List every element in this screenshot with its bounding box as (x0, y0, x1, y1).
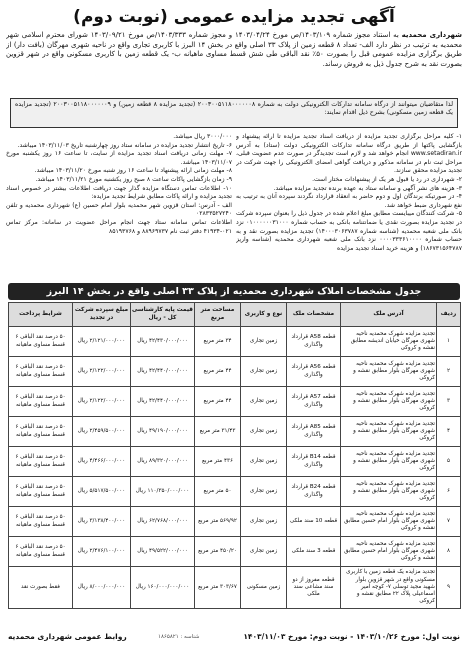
notice-id: شناسه : ۱۸۶۵۸۲۱ (158, 634, 200, 640)
header-cell: مبلغ سپرده شرکت در تجدید (73, 303, 131, 327)
row-spec: قطعه A85 قرارداد واگذاری (287, 417, 341, 447)
row-payment: ۵۰ درصد نقد الباقی ۶ قسط مساوی ماهیانه (9, 507, 73, 537)
row-use: زمین تجاری (241, 417, 287, 447)
row-price: ۴۲/۴۳۰/۰۰۰/۰۰۰ ریال (131, 327, 195, 357)
row-payment: ۵۰ درصد نقد الباقی ۶ قسط مساوی ماهیانه (9, 387, 73, 417)
row-number: ۴ (437, 417, 461, 447)
row-area: ۴۴ متر مربع (195, 387, 241, 417)
row-address: تجدید مزایده شهرک محمدیه ناحیه شهری مهرگان بلوار مطابق نقشه و کروکی (341, 447, 437, 477)
row-use: زمین تجاری (241, 537, 287, 567)
row-price: ۶۲/۷۶۸/۰۰۰/۰۰۰ ریال (131, 507, 195, 537)
row-payment: ۵۰ درصد نقد الباقی ۶ قسط مساوی ماهیانه (9, 357, 73, 387)
row-payment: ۵۰ درصد نقد الباقی ۶ قسط مساوی ماهیانه (9, 477, 73, 507)
row-spec: قطعه A58 قرارداد واگذاری (287, 327, 341, 357)
condition-item: اطلاعات تماس سامانه ستاد جهت انجام مراحل عضویت در سامانه: مرکز تماس ۰۲۱-۴۱۹۳۴ دفتر ثبت نام ۸۸۹۶۹۷۳۷ و ۸۵۱۹۳۷۶۸ (6, 218, 232, 235)
row-use: زمین تجاری (241, 357, 287, 387)
row-area: ۴۵۰/۲۰ متر مربع (195, 537, 241, 567)
row-deposit: ۲/۱۲۲/۰۰۰/۰۰۰ ریال (73, 387, 131, 417)
row-deposit: ۳/۱۳۸/۴۰۰/۰۰۰ ریال (73, 507, 131, 537)
table-row (9, 477, 461, 507)
condition-item: ۱۰- اطلاعات تماس دستگاه مزایده گذار جهت دریافت اطلاعات بیشتر در خصوص اسناد تجدید مزایده و ارائه پاکات مطابق شرایط تجدید مزایده: (6, 184, 232, 201)
row-deposit: ۲/۱۲۱/۰۰۰/۰۰۰ ریال (73, 327, 131, 357)
row-payment: ۵۰ درصد نقد الباقی ۶ قسط مساوی ماهیانه (9, 327, 73, 357)
intro-text: به استناد مجوز شماره ۱۴۰۳/۱۰۹/ص مورخ ۱۴۰۳/۰۴/۲۴ و مجوز شماره ۱۴۰۳/۳۳۳/ص مورخ ۱۴۰۳/۰۹/۲۱ شورای محترم اسلامی شهر محمدیه به ترتیب در نظر دارد الف- تعداد ۸ قطعه زمین از پلاک ۳۳ اصلی واقع در بخش ۱۴ البرز با کاربری تجاری واقع در ناحیه شهری مهرگان (بافت دار) از طریق برگزاری مزایده عمومی قبل را بصورت ۵۰٪ نقد الباقی طی شش قسط مساوی ماهیانه ب- یک قطعه زمین با کاربری مسکونی واقع در شهر قزوین بصورت نقد به شرح جدول ذیل به فروش رساند. (6, 31, 462, 68)
row-use: زمین تجاری (241, 477, 287, 507)
header-cell: آدرس ملک (341, 303, 437, 327)
row-spec: قطعه B24 قرارداد واگذاری (287, 477, 341, 507)
property-table (8, 302, 461, 609)
row-area: ۵۰ متر مربع (195, 477, 241, 507)
condition-item: ۶- تاریخ انتشار تجدید مزایده در سامانه ستاد روز چهارشنبه تاریخ ۱۴۰۳/۱۱/۰۳ میباشد. (17, 141, 232, 149)
row-spec: قطعه مفروز از دو سند مشاعی سند ملکی (287, 567, 341, 609)
notice-title: آگهی تجدید مزایده عمومی (نوبت دوم) (73, 7, 395, 27)
row-number: ۷ (437, 507, 461, 537)
condition-item: الف - آدرس: استان قزوین شهر محمدیه بلوار امام حسین (ع) شهرداری محمدیه و تلفن ۰۲۸۳۳۵۲۷۲۴۰ (6, 201, 232, 218)
row-price: ۱۶۰/۰۰۰/۰۰۰/۰۰۰ ریال (131, 567, 195, 609)
table-row (9, 447, 461, 477)
row-deposit: ۲/۴۵۹/۵۰۰/۰۰۰ ریال (73, 417, 131, 447)
row-deposit: ۸/۰۰۰/۰۰۰/۰۰۰ ریال (73, 567, 131, 609)
row-price: ۴۲/۴۴۰/۰۰۰/۰۰۰ ریال (131, 387, 195, 417)
row-area: ۵۶۹/۹۲ متر مربع (195, 507, 241, 537)
row-payment: فقط بصورت نقد (9, 567, 73, 609)
conditions-left-column (6, 133, 232, 283)
condition-item: ۳۰۰۰/۰۰۰ ریال میباشد. (173, 133, 232, 140)
public-relations-signature: روابط عمومی شهرداری محمدیه (8, 632, 127, 641)
condition-item: ۳- هزینه های نشر آگهی و سامانه ستاد به عهده برنده تجدید مزایده میباشد. (273, 184, 462, 192)
row-price: ۱۱۰/۳۵۰/۰۰۰/۰۰۰ ریال (131, 477, 195, 507)
row-spec: قطعه 3 سند ملکی (287, 537, 341, 567)
header-cell: مشخصات ملک (287, 303, 341, 327)
row-number: ۳ (437, 387, 461, 417)
row-address: تجدید مزایده شهرک محمدیه ناحیه شهری مهرگان بلوار مطابق نقشه و کروکی (341, 387, 437, 417)
intro-paragraph (6, 31, 462, 89)
publication-dates: نوبت اول: مورخ ۱۴۰۳/۱۰/۲۶ - نوبت دوم: مورخ ۱۴۰۳/۱۱/۰۳ (243, 632, 460, 641)
table-title: جدول مشخصات املاک شهرداری محمدیه از پلاک ۳۳ اصلی واقع در بخش ۱۴ البرز (8, 283, 460, 300)
row-price: ۸۹/۳۲۰/۰۰۰/۰۰۰ ریال (131, 447, 195, 477)
row-deposit: ۵/۵۱۷/۵۰۰/۰۰۰ ریال (73, 477, 131, 507)
condition-item: ۷- مهلت زمانی دریافت اسناد تجدید مزایده از سایت، تا ساعت ۱۶ روز یکشنبه مورخ ۱۴۰۳/۱۱/۰۷ میباشد. (6, 150, 232, 166)
row-area: ۳۰۳/۶۷ متر مربع (195, 567, 241, 609)
row-spec: قطعه 10 سند ملکی (287, 507, 341, 537)
condition-item: ۸- مهلت زمانی ارائه پیشنهاد تا ساعت ۱۶ روز شنبه مورخ ۱۴۰۳/۱۱/۲۰ میباشد. (34, 167, 232, 175)
table-header-row (9, 303, 461, 327)
table-row (9, 387, 461, 417)
row-spec: قطعه B14 قرارداد واگذاری (287, 447, 341, 477)
row-address: تجدید مزایده شهرک محمدیه ناحیه شهری مهرگان خیابان اندیشه مطابق نقشه و کروکی (341, 327, 437, 357)
condition-item: ۴- در صورتیکه برندگان اول و دوم حاضر به انعقاد قرارداد نگردند سپرده آنان به ترتیب به نفع شهرداری ضبط خواهد شد. (236, 193, 462, 209)
table-row (9, 537, 461, 567)
table-row (9, 327, 461, 357)
row-price: ۴۲/۴۴۰/۰۰۰/۰۰۰ ریال (131, 357, 195, 387)
row-address: تجدید مزایده شهرک محمدیه ناحیه شهری مهرگان بلوار امام حسین مطابق نقشه و کروکی (341, 537, 437, 567)
condition-item: ۹- زمان بازگشایی پاکات ساعت ۸ صبح روز یکشنبه مورخ ۱۴۰۳/۱۱/۲۱ میباشد. (35, 175, 232, 183)
conditions-right-column (236, 133, 462, 283)
row-payment: ۵۰ درصد نقد الباقی ۶ قسط مساوی ماهیانه (9, 417, 73, 447)
row-use: زمین تجاری (241, 327, 287, 357)
row-area: ۴۴ متر مربع (195, 357, 241, 387)
row-deposit: ۲/۴۷۶/۱۰۰/۰۰۰ ریال (73, 537, 131, 567)
row-payment: ۵۰ درصد نقد الباقی ۶ قسط مساوی ماهیانه (9, 537, 73, 567)
intro-org: شهرداری محمدیه (401, 31, 462, 39)
row-price: ۴۹/۵۲۲/۰۰۰/۰۰۰ ریال (131, 537, 195, 567)
header-cell: شرایط پرداخت (9, 303, 73, 327)
condition-item: ۵- شرکت کنندگان میبایست مطابق مبلغ اعلام شده در جدول ذیل را بعنوان سپرده شرکت در تجدید مزایده بصورت نقدی یا ضمانتنامه بانکی به حساب شماره ۰۱۰۰۰۰۰۰۳۱۰۰۰ نزد بانک ملی شعبه محمدیه (شناسه شماره ۱۴۰۰۰۳۰۶۳۷۸۷) تجدید مزایده بصورت نقد و به حساب شماره ۰۰۰۰۳۳۳۶۱۰۰۰۰ نزد بانک ملی شعبه شهرداری محمدیه (شناسه واریز ۱۸۶۷۳۱۵۶۴۷۸۷) و هزینه خرید اسناد تجدید مزایده (236, 210, 462, 252)
row-spec: قطعه A57 قرارداد واگذاری (287, 387, 341, 417)
row-address: تجدید مزایده شهرک محمدیه ناحیه شهری مهرگان بلوار مطابق نقشه و کروکی (341, 357, 437, 387)
header-cell: نوع و کاربری (241, 303, 287, 327)
row-number: ۵ (437, 447, 461, 477)
row-area: ۳۱/۴۳ متر مربع (195, 417, 241, 447)
row-number: ۶ (437, 477, 461, 507)
row-address: تجدید مزایده یک قطعه زمین با کاربری مسکونی واقع در شهر قزوین بلوار شهید مجید توسلی ۷- کوچه امیر اسماعیلی پلاک ۲۲ مطابق نقشه و کروکی (341, 567, 437, 609)
row-area: ۴۳۶ متر مربع (195, 447, 241, 477)
row-use: زمین تجاری (241, 387, 287, 417)
row-address: تجدید مزایده شهرک محمدیه ناحیه شهری مهرگان بلوار امام حسین مطابق نقشه و کروکی (341, 507, 437, 537)
row-spec: قطعه A56 قرارداد واگذاری (287, 357, 341, 387)
row-use: زمین تجاری (241, 507, 287, 537)
setad-highlight-box: لذا متقاضیان میتوانند از درگاه سامانه تدارکات الکترونیکی دولت به شماره ۲۰۰۳۰۰۵۱۱۸۰۰۰۰۰۰۸ (تجدید مزایده ۸ قطعه زمین) و ۲۰۰۳۰۰۵۱۱۸۰۰۰۰۰۰۹ (تجدید مزایده یک قطعه زمین مسکونی) بشرح ذیل اقدام نمایند: (10, 98, 458, 128)
table-row (9, 567, 461, 609)
header-cell: ردیف (437, 303, 461, 327)
row-number: ۸ (437, 537, 461, 567)
row-payment: ۵۰ درصد نقد الباقی ۶ قسط مساوی ماهیانه (9, 447, 73, 477)
notice-footer (8, 628, 460, 646)
row-address: تجدید مزایده شهرک محمدیه ناحیه شهری مهرگان بلوار مطابق نقشه و کروکی (341, 417, 437, 447)
table-row (9, 417, 461, 447)
row-deposit: ۲/۱۲۲/۰۰۰/۰۰۰ ریال (73, 357, 131, 387)
row-number: ۲ (437, 357, 461, 387)
row-deposit: ۴/۴۶۶/۰۰۰/۰۰۰ ریال (73, 447, 131, 477)
row-number: ۹ (437, 567, 461, 609)
row-use: زمین تجاری (241, 447, 287, 477)
condition-item: ۱- کلیه مراحل برگزاری تجدید مزایده از دریافت اسناد تجدید مزایده تا ارائه پیشنهاد و بازگشایی پاکتها از طریق درگاه سامانه تدارکات الکترونیکی دولت (ستاد) به آدرس www.setadiran.ir انجام خواهد شد و لازم است تجدیدگر در صورت عدم عضویت قبلی، مراحل ثبت نام در سامانه مذکور و دریافت گواهی امضای الکترونیکی را جهت شرکت در تجدید مزایده محقق سازند. (236, 133, 462, 175)
table-row (9, 357, 461, 387)
row-area: ۳۴ متر مربع (195, 327, 241, 357)
row-price: ۴۹/۱۹۰/۰۰۰/۰۰۰ ریال (131, 417, 195, 447)
row-use: زمین مسکونی (241, 567, 287, 609)
row-number: ۱ (437, 327, 461, 357)
table-row (9, 507, 461, 537)
row-address: تجدید مزایده شهرک محمدیه ناحیه شهری مهرگان بلوار مطابق نقشه و کروکی (341, 477, 437, 507)
header-cell: مساحت متر مربع (195, 303, 241, 327)
header-cell: قیمت پایه کارشناسی کل - ریال (131, 303, 195, 327)
condition-item: ۲- شهرداری در رد یا قبول هر یک از پیشنهادات مختار است. (312, 175, 462, 183)
